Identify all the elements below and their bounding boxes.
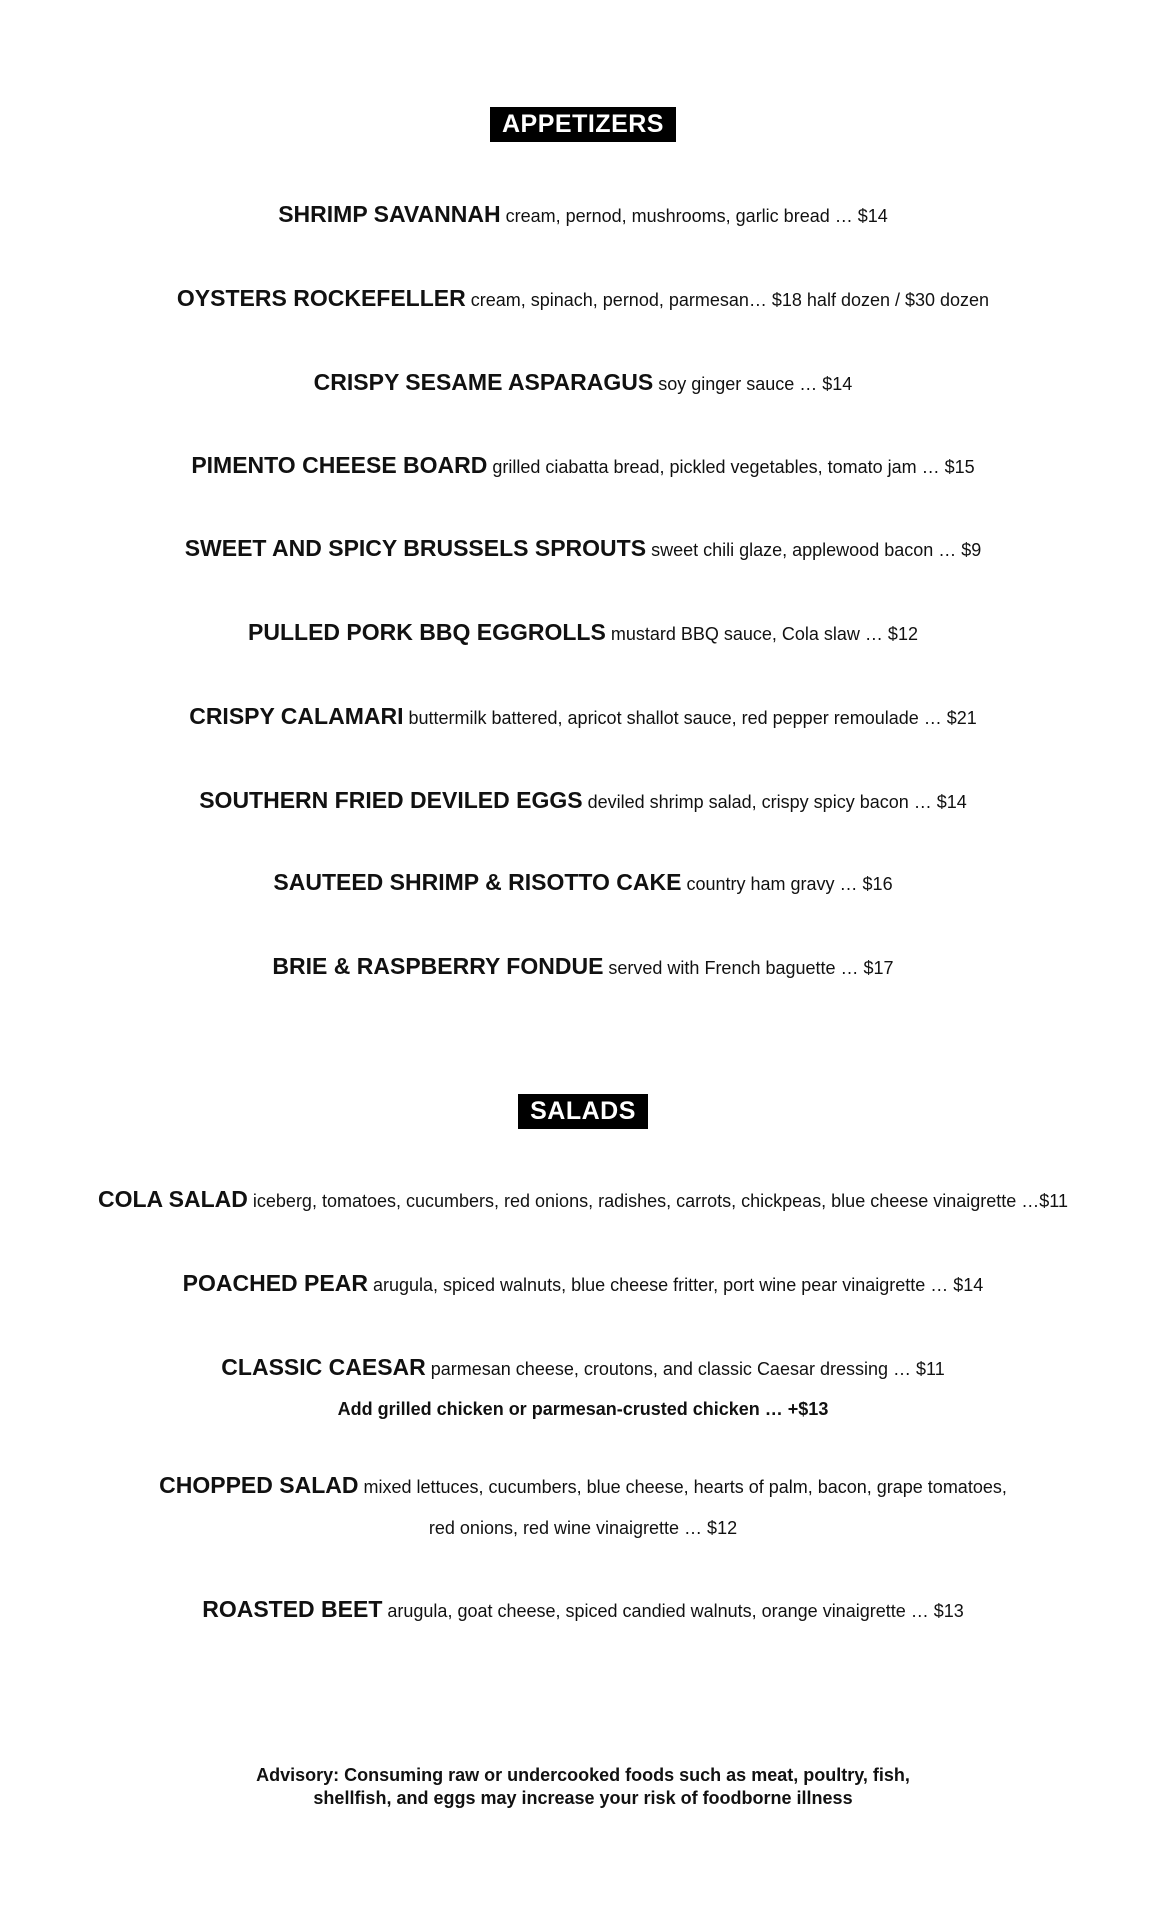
menu-item-pulled-pork-bbq-eggrolls xyxy=(40,617,1126,651)
item-name: COLA SALAD xyxy=(97,1186,248,1212)
item-description: iceberg, tomatoes, cucumbers, red onions, radishes, carrots, chickpeas, blue cheese vinaigrette …$11 xyxy=(247,1191,1068,1211)
caesar-addon-note: Add grilled chicken or parmesan-crusted chicken … +$13 xyxy=(337,1399,829,1419)
menu-item-crispy-calamari xyxy=(40,701,1126,735)
item-name: SHRIMP SAVANNAH xyxy=(278,201,501,227)
item-name: CRISPY SESAME ASPARAGUS xyxy=(313,369,654,395)
menu-item-roasted-beet xyxy=(40,1594,1126,1628)
menu-item-oysters-rockefeller xyxy=(40,283,1126,317)
salads-heading-label: SALADS xyxy=(518,1094,648,1129)
item-description: buttermilk battered, apricot shallot sauce, red pepper remoulade … $21 xyxy=(403,708,977,728)
menu-item-poached-pear xyxy=(40,1268,1126,1302)
item-name: POACHED PEAR xyxy=(182,1270,368,1296)
item-description: mustard BBQ sauce, Cola slaw … $12 xyxy=(605,624,918,644)
advisory-notice xyxy=(100,1764,1066,1810)
item-name: SWEET AND SPICY BRUSSELS SPROUTS xyxy=(184,535,647,561)
menu-item-crispy-sesame-asparagus xyxy=(40,367,1126,401)
item-name: CHOPPED SALAD xyxy=(159,1472,359,1498)
menu-item-shrimp-savannah xyxy=(40,199,1126,233)
advisory-line-2: shellfish, and eggs may increase your risk of foodborne illness xyxy=(313,1788,853,1808)
menu-item-cola-salad xyxy=(40,1184,1126,1218)
item-description: arugula, spiced walnuts, blue cheese fritter, port wine pear vinaigrette … $14 xyxy=(367,1275,984,1295)
advisory-line-1: Advisory: Consuming raw or undercooked foods such as meat, poultry, fish, xyxy=(256,1765,910,1785)
item-description: country ham gravy … $16 xyxy=(681,874,893,894)
item-description: mixed lettuces, cucumbers, blue cheese, hearts of palm, bacon, grape tomatoes, xyxy=(358,1477,1007,1497)
salads-heading xyxy=(0,1094,1166,1129)
item-name: OYSTERS ROCKEFELLER xyxy=(176,285,466,311)
item-name: SOUTHERN FRIED DEVILED EGGS xyxy=(199,787,583,813)
item-description: cream, pernod, mushrooms, garlic bread … $14 xyxy=(500,206,888,226)
item-description: cream, spinach, pernod, parmesan… $18 half dozen / $30 dozen xyxy=(465,290,990,310)
appetizers-heading xyxy=(0,107,1166,142)
menu-item-pimento-cheese-board xyxy=(40,450,1126,484)
item-name: CLASSIC CAESAR xyxy=(221,1354,426,1380)
item-description: grilled ciabatta bread, pickled vegetables, tomato jam … $15 xyxy=(487,457,975,477)
menu-item-classic-caesar xyxy=(40,1352,1126,1386)
menu-item-brie-raspberry-fondue xyxy=(40,951,1126,985)
item-name: BRIE & RASPBERRY FONDUE xyxy=(272,953,604,979)
appetizers-heading-label: APPETIZERS xyxy=(490,107,676,142)
item-description: deviled shrimp salad, crispy spicy bacon … $14 xyxy=(582,792,967,812)
menu-item-southern-fried-deviled-eggs xyxy=(40,785,1126,819)
item-name: PULLED PORK BBQ EGGROLLS xyxy=(248,619,606,645)
menu-item-sauteed-shrimp-risotto-cake xyxy=(40,867,1126,901)
item-description: parmesan cheese, croutons, and classic Caesar dressing … $11 xyxy=(425,1359,945,1379)
item-name: ROASTED BEET xyxy=(202,1596,383,1622)
item-description: arugula, goat cheese, spiced candied walnuts, orange vinaigrette … $13 xyxy=(382,1601,964,1621)
menu-item-sweet-spicy-brussels-sprouts xyxy=(40,533,1126,567)
item-description: served with French baguette … $17 xyxy=(603,958,894,978)
menu-item-chopped-salad xyxy=(40,1470,1126,1504)
item-description: soy ginger sauce … $14 xyxy=(653,374,853,394)
item-name: SAUTEED SHRIMP & RISOTTO CAKE xyxy=(273,869,682,895)
item-name: CRISPY CALAMARI xyxy=(189,703,404,729)
item-name: PIMENTO CHEESE BOARD xyxy=(191,452,488,478)
item-description: sweet chili glaze, applewood bacon … $9 xyxy=(646,540,982,560)
chopped-salad-description-continued: red onions, red wine vinaigrette … $12 xyxy=(428,1518,738,1538)
